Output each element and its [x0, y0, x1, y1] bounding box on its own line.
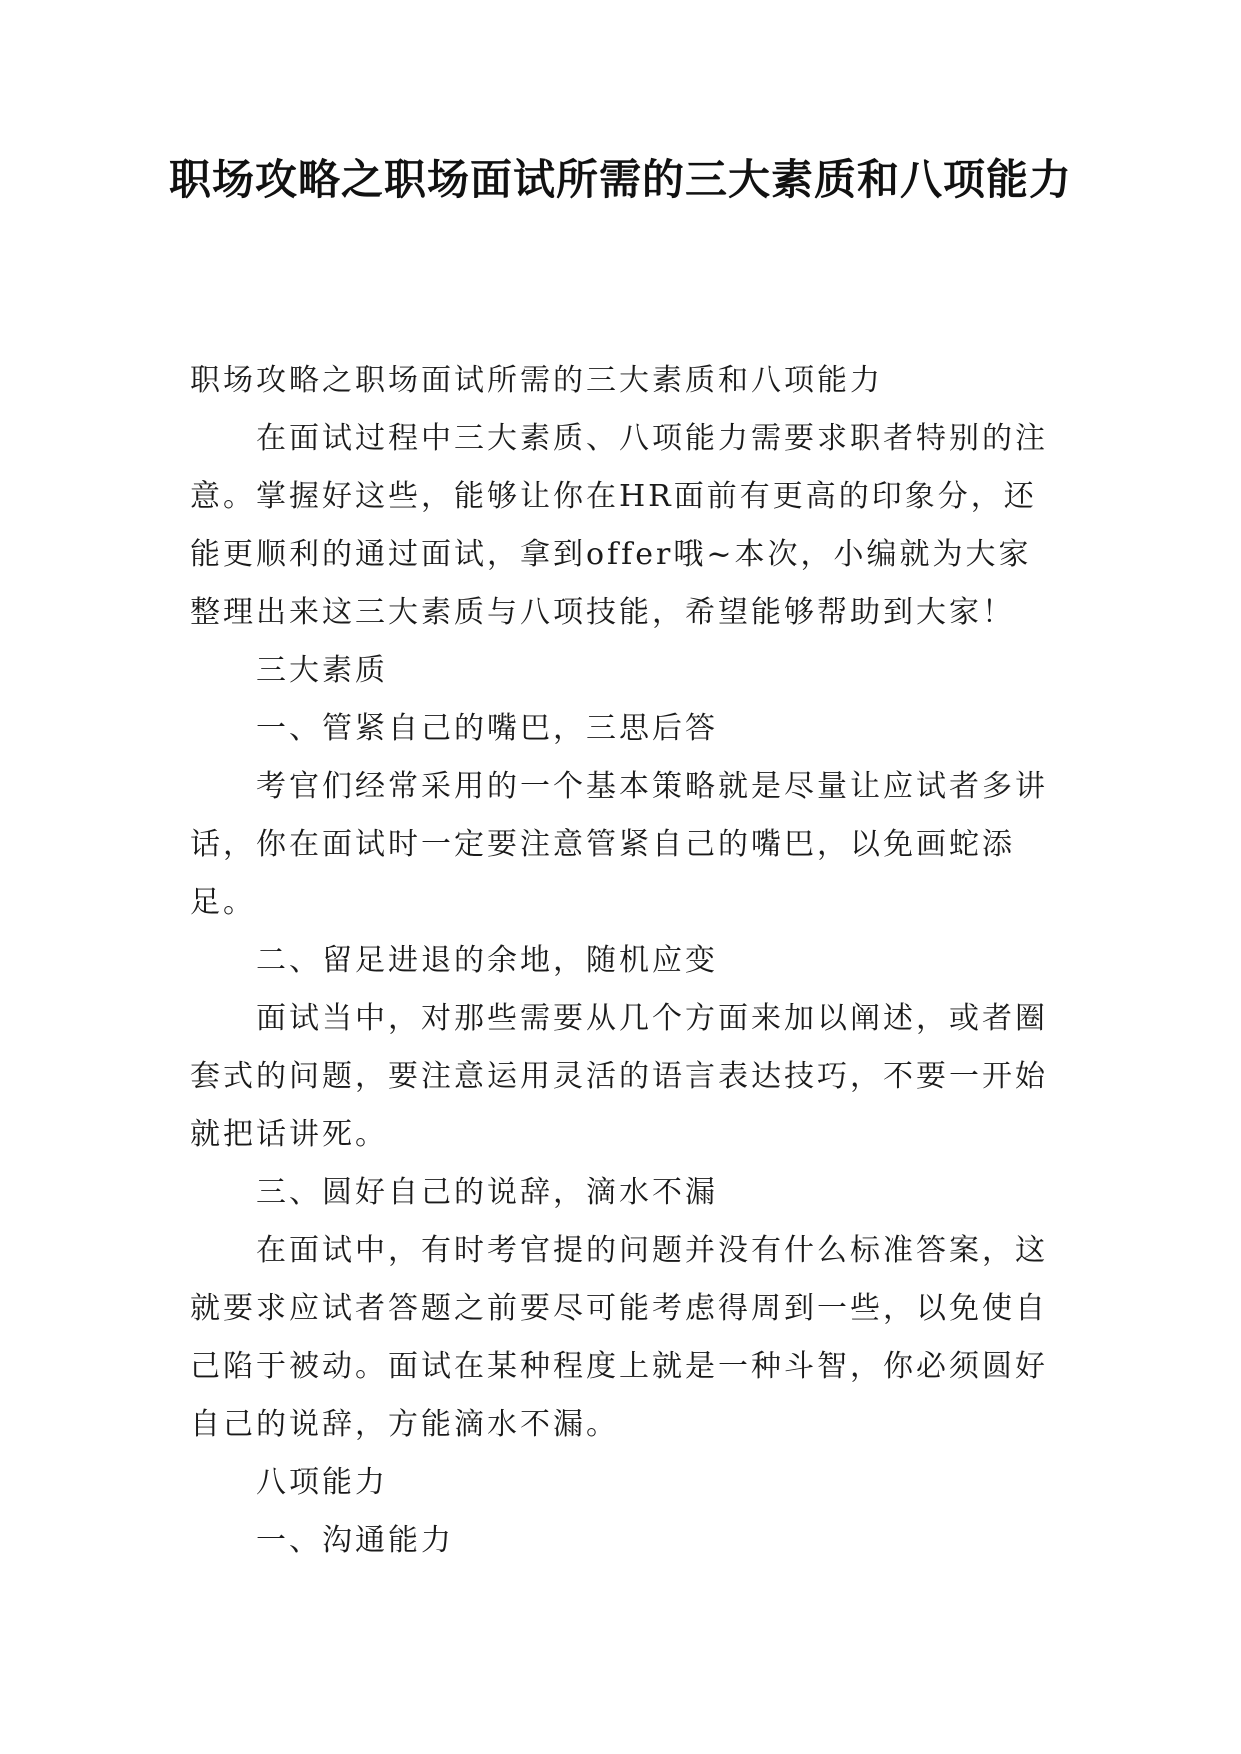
- document-body: [190, 352, 1052, 1570]
- section-heading-eight-abilities: 八项能力: [256, 1465, 388, 1500]
- subheading-quality-3: 三、圆好自己的说辞，滴水不漏: [256, 1175, 718, 1210]
- section-heading-three-qualities: 三大素质: [256, 653, 388, 688]
- subheading-quality-2: 二、留足进退的余地，随机应变: [256, 943, 718, 978]
- subheading-quality-1: 一、管紧自己的嘴巴，三思后答: [256, 711, 718, 746]
- paragraph-quality-3: 在面试中，有时考官提的问题并没有什么标准答案，这就要求应试者答题之前要尽可能考虑得周到一些，以免使自己陷于被动。面试在某种程度上就是一种斗智，你必须圆好自己的说辞，方能滴水不漏。: [190, 1233, 1048, 1442]
- paragraph-intro: 在面试过程中三大素质、八项能力需要求职者特别的注意。掌握好这些，能够让你在HR面前有更高的印象分，还能更顺利的通过面试，拿到offer哦~本次，小编就为大家整理出来这三大素质与八项技能，希望能够帮助到大家！: [190, 421, 1048, 630]
- paragraph-quality-1: 考官们经常采用的一个基本策略就是尽量让应试者多讲话，你在面试时一定要注意管紧自己的嘴巴，以免画蛇添足。: [190, 769, 1048, 920]
- document-title: 职场攻略之职场面试所需的三大素质和八项能力: [168, 155, 1072, 204]
- paragraph-quality-2: 面试当中，对那些需要从几个方面来加以阐述，或者圈套式的问题，要注意运用灵活的语言表达技巧，不要一开始就把话讲死。: [190, 1001, 1048, 1152]
- paragraph-subtitle: 职场攻略之职场面试所需的三大素质和八项能力: [190, 363, 883, 398]
- subheading-ability-1: 一、沟通能力: [256, 1523, 454, 1558]
